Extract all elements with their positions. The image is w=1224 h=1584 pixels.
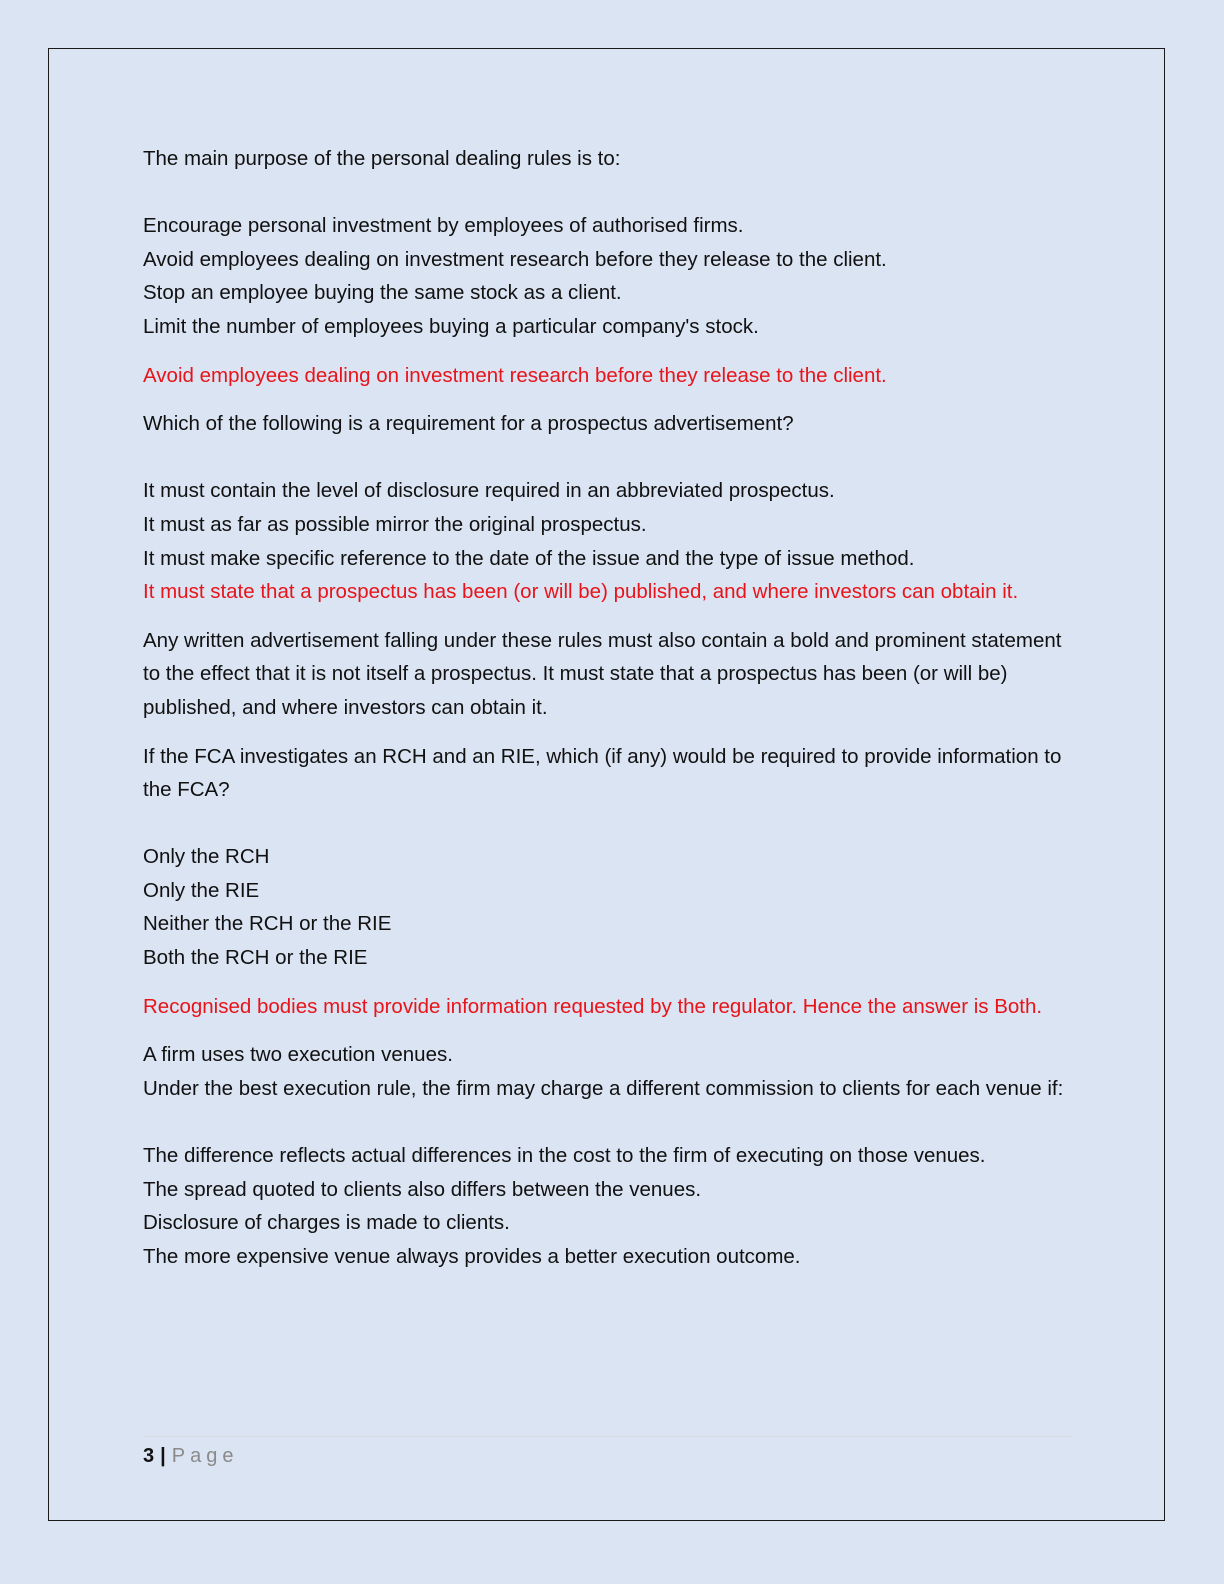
- question-1-option: Encourage personal investment by employees of authorised firms.: [143, 214, 744, 238]
- page-separator: |: [160, 1445, 166, 1467]
- question-3-option: Neither the RCH or the RIE: [143, 912, 392, 936]
- question-4-text: Under the best execution rule, the firm may charge a different commission to clients for each venue if:: [143, 1076, 1064, 1100]
- question-4-option: The difference reflects actual differences in the cost to the firm of executing on those venues.: [143, 1144, 986, 1168]
- question-1-option: Limit the number of employees buying a particular company's stock.: [143, 314, 759, 338]
- page-footer: [143, 1436, 1073, 1473]
- question-1: [143, 142, 1078, 344]
- question-2-text: Which of the following is a requirement for a prospectus advertisement?: [143, 412, 794, 436]
- question-4: [143, 1038, 1078, 1273]
- question-2-option: It must contain the level of disclosure required in an abbreviated prospectus.: [143, 479, 835, 503]
- question-4-option: The more expensive venue always provides a better execution outcome.: [143, 1244, 801, 1268]
- question-3-option: Only the RCH: [143, 845, 270, 869]
- page-number: 3: [143, 1445, 155, 1467]
- question-3: [143, 740, 1078, 975]
- page-label: Page: [171, 1445, 239, 1467]
- question-1-option: Stop an employee buying the same stock as a client.: [143, 281, 622, 305]
- question-1-option: Avoid employees dealing on investment research before they release to the client.: [143, 247, 887, 271]
- question-4-option: Disclosure of charges is made to clients.: [143, 1211, 510, 1235]
- question-1-answer: Avoid employees dealing on investment research before they release to the client.: [143, 363, 887, 387]
- question-2-explanation: Any written advertisement falling under these rules must also contain a bold and prominent statement to the effect that it is not itself a prospectus. It must state that a prospectus has been (or will be) published, and where investors can obtain it.: [143, 628, 1062, 719]
- question-2-answer: It must state that a prospectus has been (or will be) published, and where investors can obtain it.: [143, 580, 1019, 604]
- question-1-text: The main purpose of the personal dealing rules is to:: [143, 147, 621, 170]
- question-2-option: It must make specific reference to the date of the issue and the type of issue method.: [143, 546, 915, 570]
- question-2-option: It must as far as possible mirror the original prospectus.: [143, 512, 647, 536]
- question-2: [143, 407, 1078, 609]
- question-3-option: Only the RIE: [143, 878, 260, 902]
- question-3-option: Both the RCH or the RIE: [143, 946, 368, 970]
- page-content: [143, 142, 1078, 1288]
- question-4-option: The spread quoted to clients also differs between the venues.: [143, 1177, 702, 1201]
- question-3-text: If the FCA investigates an RCH and an RIE, which (if any) would be required to provide information to the FCA?: [143, 744, 1062, 802]
- question-3-answer: Recognised bodies must provide information requested by the regulator. Hence the answer is Both.: [143, 994, 1043, 1018]
- question-4-intro: A firm uses two execution venues.: [143, 1043, 453, 1067]
